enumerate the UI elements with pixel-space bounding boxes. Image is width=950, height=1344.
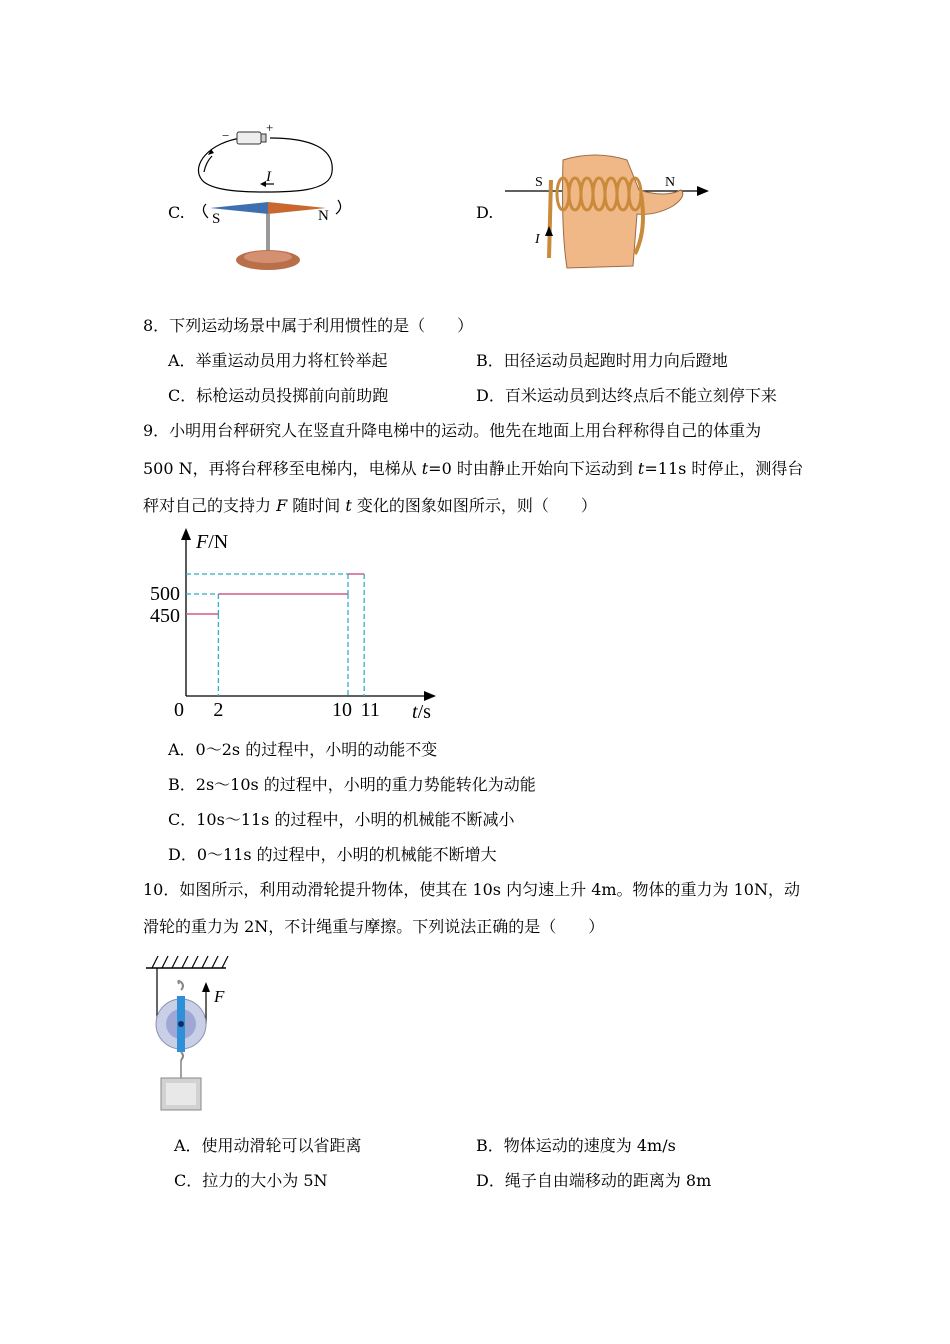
q9-option-a[interactable]: A．0～2s 的过程中，小明的动能不变	[168, 740, 438, 759]
current-label: I	[266, 169, 271, 185]
coil-south-label: S	[535, 175, 543, 190]
y-axis-arrow-icon	[181, 528, 191, 540]
q9-line-2: 500 N，再将台秤移至电梯内，电梯从 t=0 时由静止开始向下运动到 t=11s 时停止，测得台	[143, 459, 804, 478]
q8-stem: 8．下列运动场景中属于利用惯性的是（ ）	[143, 316, 474, 335]
compass-circuit-figure	[190, 120, 350, 280]
battery-plus: +	[266, 120, 274, 135]
q10-line-1: 10．如图所示，利用动滑轮提升物体，使其在 10s 内匀速上升 4m。物体的重力为 10N，动	[143, 880, 800, 899]
right-hand-rule-figure	[505, 150, 715, 275]
y-axis-label: F/N	[196, 531, 229, 553]
q10-line-2: 滑轮的重力为 2N，不计绳重与摩擦。下列说法正确的是（ ）	[143, 917, 605, 936]
q10-option-a[interactable]: A．使用动滑轮可以省距离	[174, 1136, 362, 1155]
x-axis-arrow-icon	[424, 691, 436, 701]
x-tick-label-2: 2	[213, 699, 224, 721]
coil-current-label: I	[535, 232, 540, 247]
q8-option-d[interactable]: D．百米运动员到达终点后不能立刻停下来	[476, 386, 777, 405]
origin-label: 0	[174, 699, 184, 721]
force-time-chart	[140, 522, 450, 727]
y-tick-label-500: 500	[150, 583, 180, 605]
compass-needle-icon	[210, 202, 326, 214]
compass-south-label: S	[212, 211, 221, 227]
q9-option-b[interactable]: B．2s～10s 的过程中，小明的重力势能转化为动能	[168, 775, 536, 794]
q10-option-b[interactable]: B．物体运动的速度为 4m/s	[476, 1136, 676, 1155]
q8-option-a[interactable]: A．举重运动员用力将杠铃举起	[168, 351, 388, 370]
q9-line-3: 秤对自己的支持力 F 随时间 t 变化的图象如图所示，则（ ）	[143, 496, 597, 515]
q10-option-c[interactable]: C．拉力的大小为 5N	[174, 1171, 328, 1190]
hand-icon	[563, 155, 683, 268]
q8-option-b[interactable]: B．田径运动员起跑时用力向后蹬地	[476, 351, 728, 370]
x-tick-label-11: 11	[360, 699, 380, 721]
option-d-label: D.	[476, 203, 494, 222]
coil-north-label: N	[665, 175, 676, 190]
battery-minus: −	[222, 128, 230, 143]
q8-option-c[interactable]: C．标枪运动员投掷前向前助跑	[168, 386, 389, 405]
q9-line-1: 9．小明用台秤研究人在竖直升降电梯中的运动。他先在地面上用台秤称得自己的体重为	[143, 421, 762, 440]
compass-north-label: N	[318, 208, 329, 224]
y-tick-label-450: 450	[150, 605, 180, 627]
option-c-label: C.	[168, 203, 185, 222]
x-axis-label: t/s	[412, 701, 431, 723]
q9-option-c[interactable]: C．10s～11s 的过程中，小明的机械能不断减小	[168, 810, 515, 829]
pulley-wheel-icon	[156, 996, 206, 1052]
weight-block-icon	[161, 1078, 201, 1110]
q10-option-d[interactable]: D．绳子自由端移动的距离为 8m	[476, 1171, 712, 1190]
q9-option-d[interactable]: D．0～11s 的过程中，小明的机械能不断增大	[168, 845, 497, 864]
x-tick-label-10: 10	[332, 699, 352, 721]
pulley-figure	[140, 952, 240, 1117]
battery-icon	[237, 132, 266, 144]
force-label: F	[214, 987, 225, 1006]
